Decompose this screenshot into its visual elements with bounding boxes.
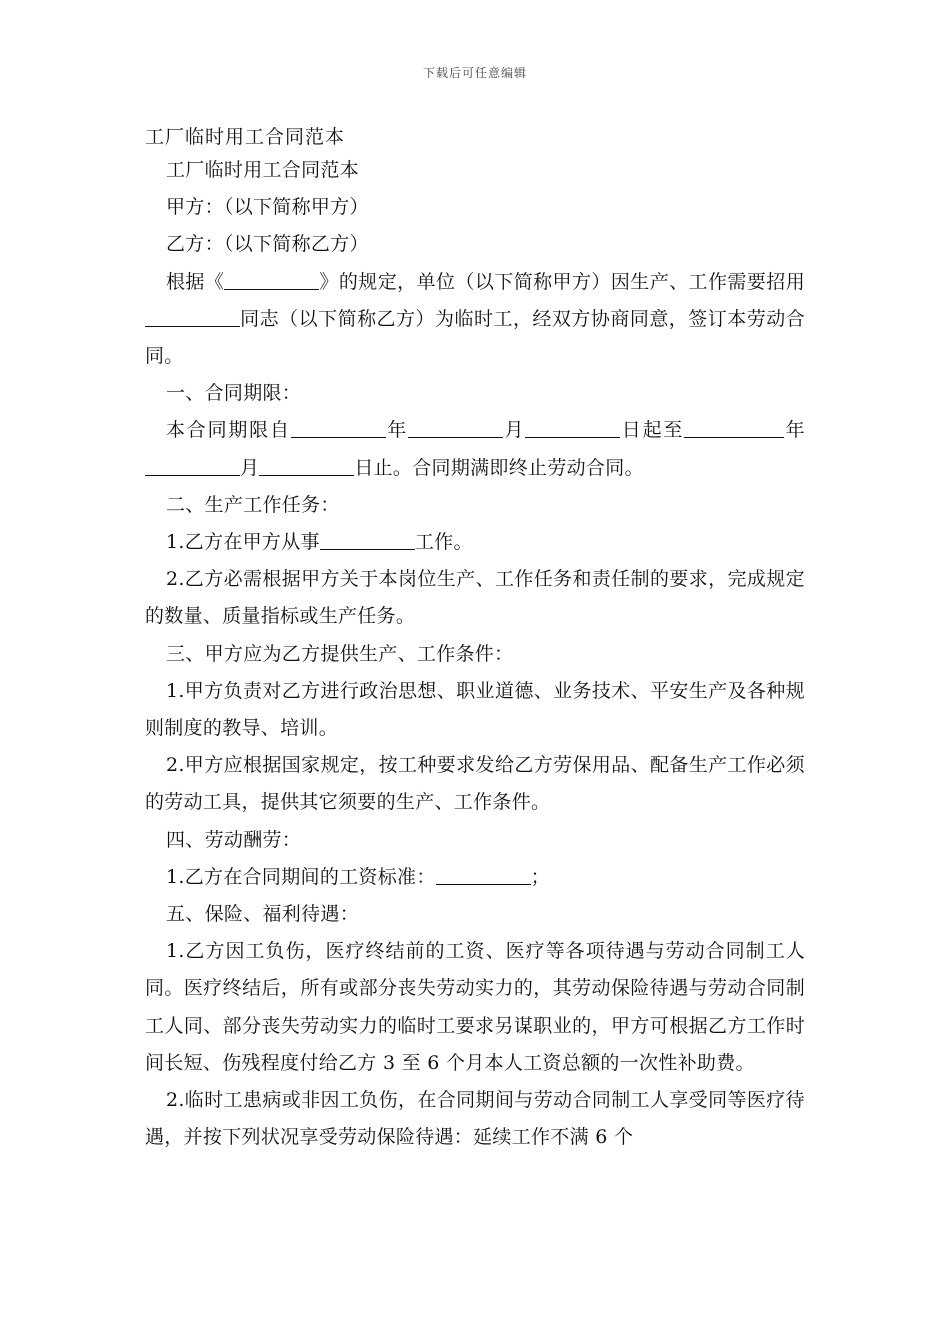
page-header: 下载后可任意编辑 (422, 66, 527, 80)
text-run: 月 (240, 456, 260, 479)
text-run: 本合同期限自 (166, 419, 291, 442)
tasks-item-2: 2.乙方必需根据甲方关于本岗位生产、工作任务和责任制的要求，完成规定的数量、质量指标或生产任务。 (145, 568, 805, 628)
text-run: 日止。合同期满即终止劳动合同。 (354, 456, 644, 479)
blank-field (145, 308, 240, 327)
blank-field (145, 457, 240, 476)
subtitle: 工厂临时用工合同范本 (166, 159, 360, 181)
section-heading-tasks: 二、生产工作任务： (166, 493, 340, 516)
contract-term-paragraph (145, 412, 805, 486)
blank-field (684, 419, 774, 438)
blank-field (224, 271, 319, 290)
text-run: 1.乙方在合同期间的工资标准： (166, 865, 436, 888)
text-run: 同志（以下简称乙方）为临时工，经双方协商同意，签订本劳动合同。 (145, 307, 805, 368)
text-run: 1.乙方在甲方从事 (166, 531, 320, 554)
blank-field (525, 419, 620, 438)
section-heading-insurance: 五、保险、福利待遇： (166, 903, 360, 926)
insurance-item-2: 2.临时工患病或非因工负伤，在合同期间与劳动合同制工人享受同等医疗待遇，并按下列状况享受劳动保险待遇：延续工作不满 6 个 (145, 1089, 805, 1149)
conditions-item-2: 2.甲方应根据国家规定，按工种要求发给乙方劳保用品、配备生产工作必须的劳动工具，提供其它须要的生产、工作条件。 (145, 754, 805, 814)
text-run: ； (530, 865, 550, 888)
text-run: 年 (385, 419, 409, 442)
party-b-line: 乙方：（以下简称乙方） (166, 233, 369, 256)
text-run: 日起至 (620, 419, 685, 442)
document-title: 工厂临时用工合同范本 (145, 126, 346, 148)
pay-item-1 (145, 859, 805, 896)
text-run: 根据《 (166, 270, 225, 293)
text-run: 年 (784, 419, 805, 442)
blank-field (320, 531, 415, 550)
insurance-item-1: 1.乙方因工负伤，医疗终结前的工资、医疗等各项待遇与劳动合同制工人同。医疗终结后，所有或部分丧失劳动实力的，其劳动保险待遇与劳动合同制工人同、部分丧失劳动实力的临时工要求另谋职业的，甲方可根据乙方工作时间长短、伤残程度付给乙方 3 至 6 个月本人工资总额的一次性补助费。 (145, 940, 805, 1074)
blank-field (291, 419, 386, 438)
section-heading-conditions: 三、甲方应为乙方提供生产、工作条件： (166, 642, 514, 665)
blank-field (259, 457, 354, 476)
party-a-line: 甲方：（以下简称甲方） (166, 196, 369, 219)
blank-field (408, 419, 503, 438)
preamble-paragraph (145, 264, 805, 376)
section-heading-pay: 四、劳动酬劳： (166, 828, 302, 851)
conditions-item-1: 1.甲方负责对乙方进行政治思想、职业道德、业务技术、平安生产及各种规则制度的教导、培训。 (145, 679, 805, 740)
document-body (145, 152, 805, 1156)
blank-field (774, 419, 784, 438)
blank-field (436, 866, 531, 885)
text-run: 》的规定，单位（以下简称甲方）因生产、工作需要招用 (319, 270, 805, 293)
tasks-item-1 (145, 524, 805, 561)
text-run: 工作。 (414, 531, 473, 554)
section-heading-term: 一、合同期限： (166, 382, 302, 405)
text-run: 月 (503, 419, 526, 442)
